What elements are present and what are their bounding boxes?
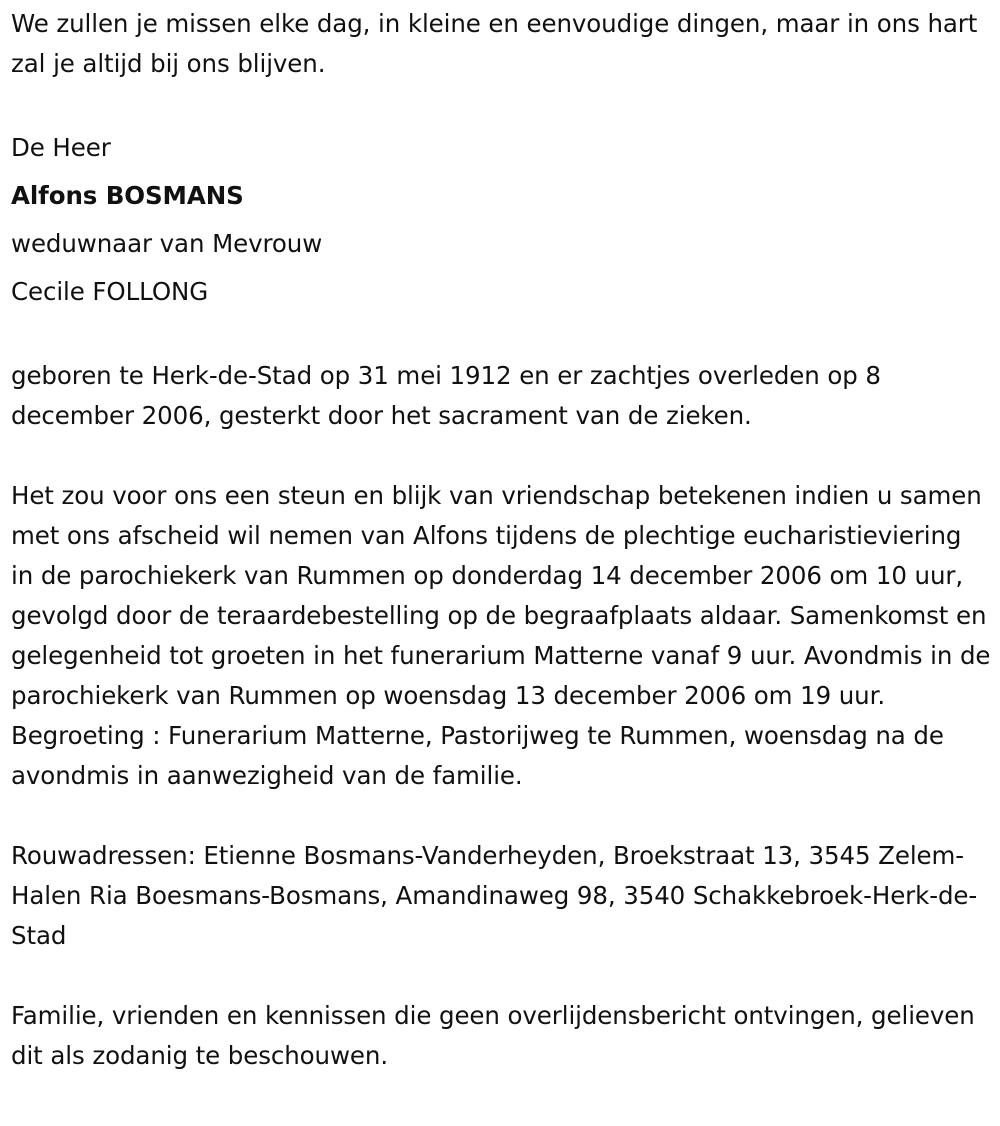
spacer xyxy=(11,796,991,836)
spacer xyxy=(11,956,991,996)
intro-text: We zullen je missen elke dag, in kleine en eenvoudige dingen, maar in ons hart zal je altijd bij ons blijven. xyxy=(11,9,978,78)
birth-death-text: geboren te Herk-de-Stad op 31 mei 1912 en er zachtjes overleden op 8 december 2006, gesterkt door het sacrament van de zieken. xyxy=(11,361,881,430)
mourning-addresses: Rouwadressen: Etienne Bosmans-Vanderheyden, Broekstraat 13, 3545 Zelem-Halen Ria Boesmans-Bosmans, Amandinaweg 98, 3540 Schakkebroek-Herk-de-Stad xyxy=(11,841,978,950)
relation-text: weduwnaar van Mevrouw xyxy=(11,229,323,258)
ceremony-text: Het zou voor ons een steun en blijk van vriendschap betekenen indien u samen met ons afscheid wil nemen van Alfons tijdens de plechtige eucharistieviering in de parochiekerk van Rummen op donderdag 14 december 2006 om 10 uur, gevolgd door de teraardebestelling op de begraafplaats aldaar. Samenkomst en gelegenheid tot groeten in het funerarium Matterne vanaf 9 uur. Avondmis in de parochiekerk van Rummen op woensdag 13 december 2006 om 19 uur. Begroeting : Funerarium Matterne, Pastorijweg te Rummen, woensdag na de avondmis in aanwezigheid van de familie. xyxy=(11,481,991,790)
spouse-name: Cecile FOLLONG xyxy=(11,277,209,306)
honorific-title: De Heer xyxy=(11,133,111,162)
closing-text: Familie, vrienden en kennissen die geen overlijdensbericht ontvingen, gelieven dit als zodanig te beschouwen. xyxy=(11,1001,975,1070)
spacer xyxy=(11,316,991,356)
spacer xyxy=(11,436,991,476)
spacer xyxy=(11,84,991,124)
obituary-notice xyxy=(11,4,991,1076)
deceased-name: Alfons BOSMANS xyxy=(11,181,244,210)
